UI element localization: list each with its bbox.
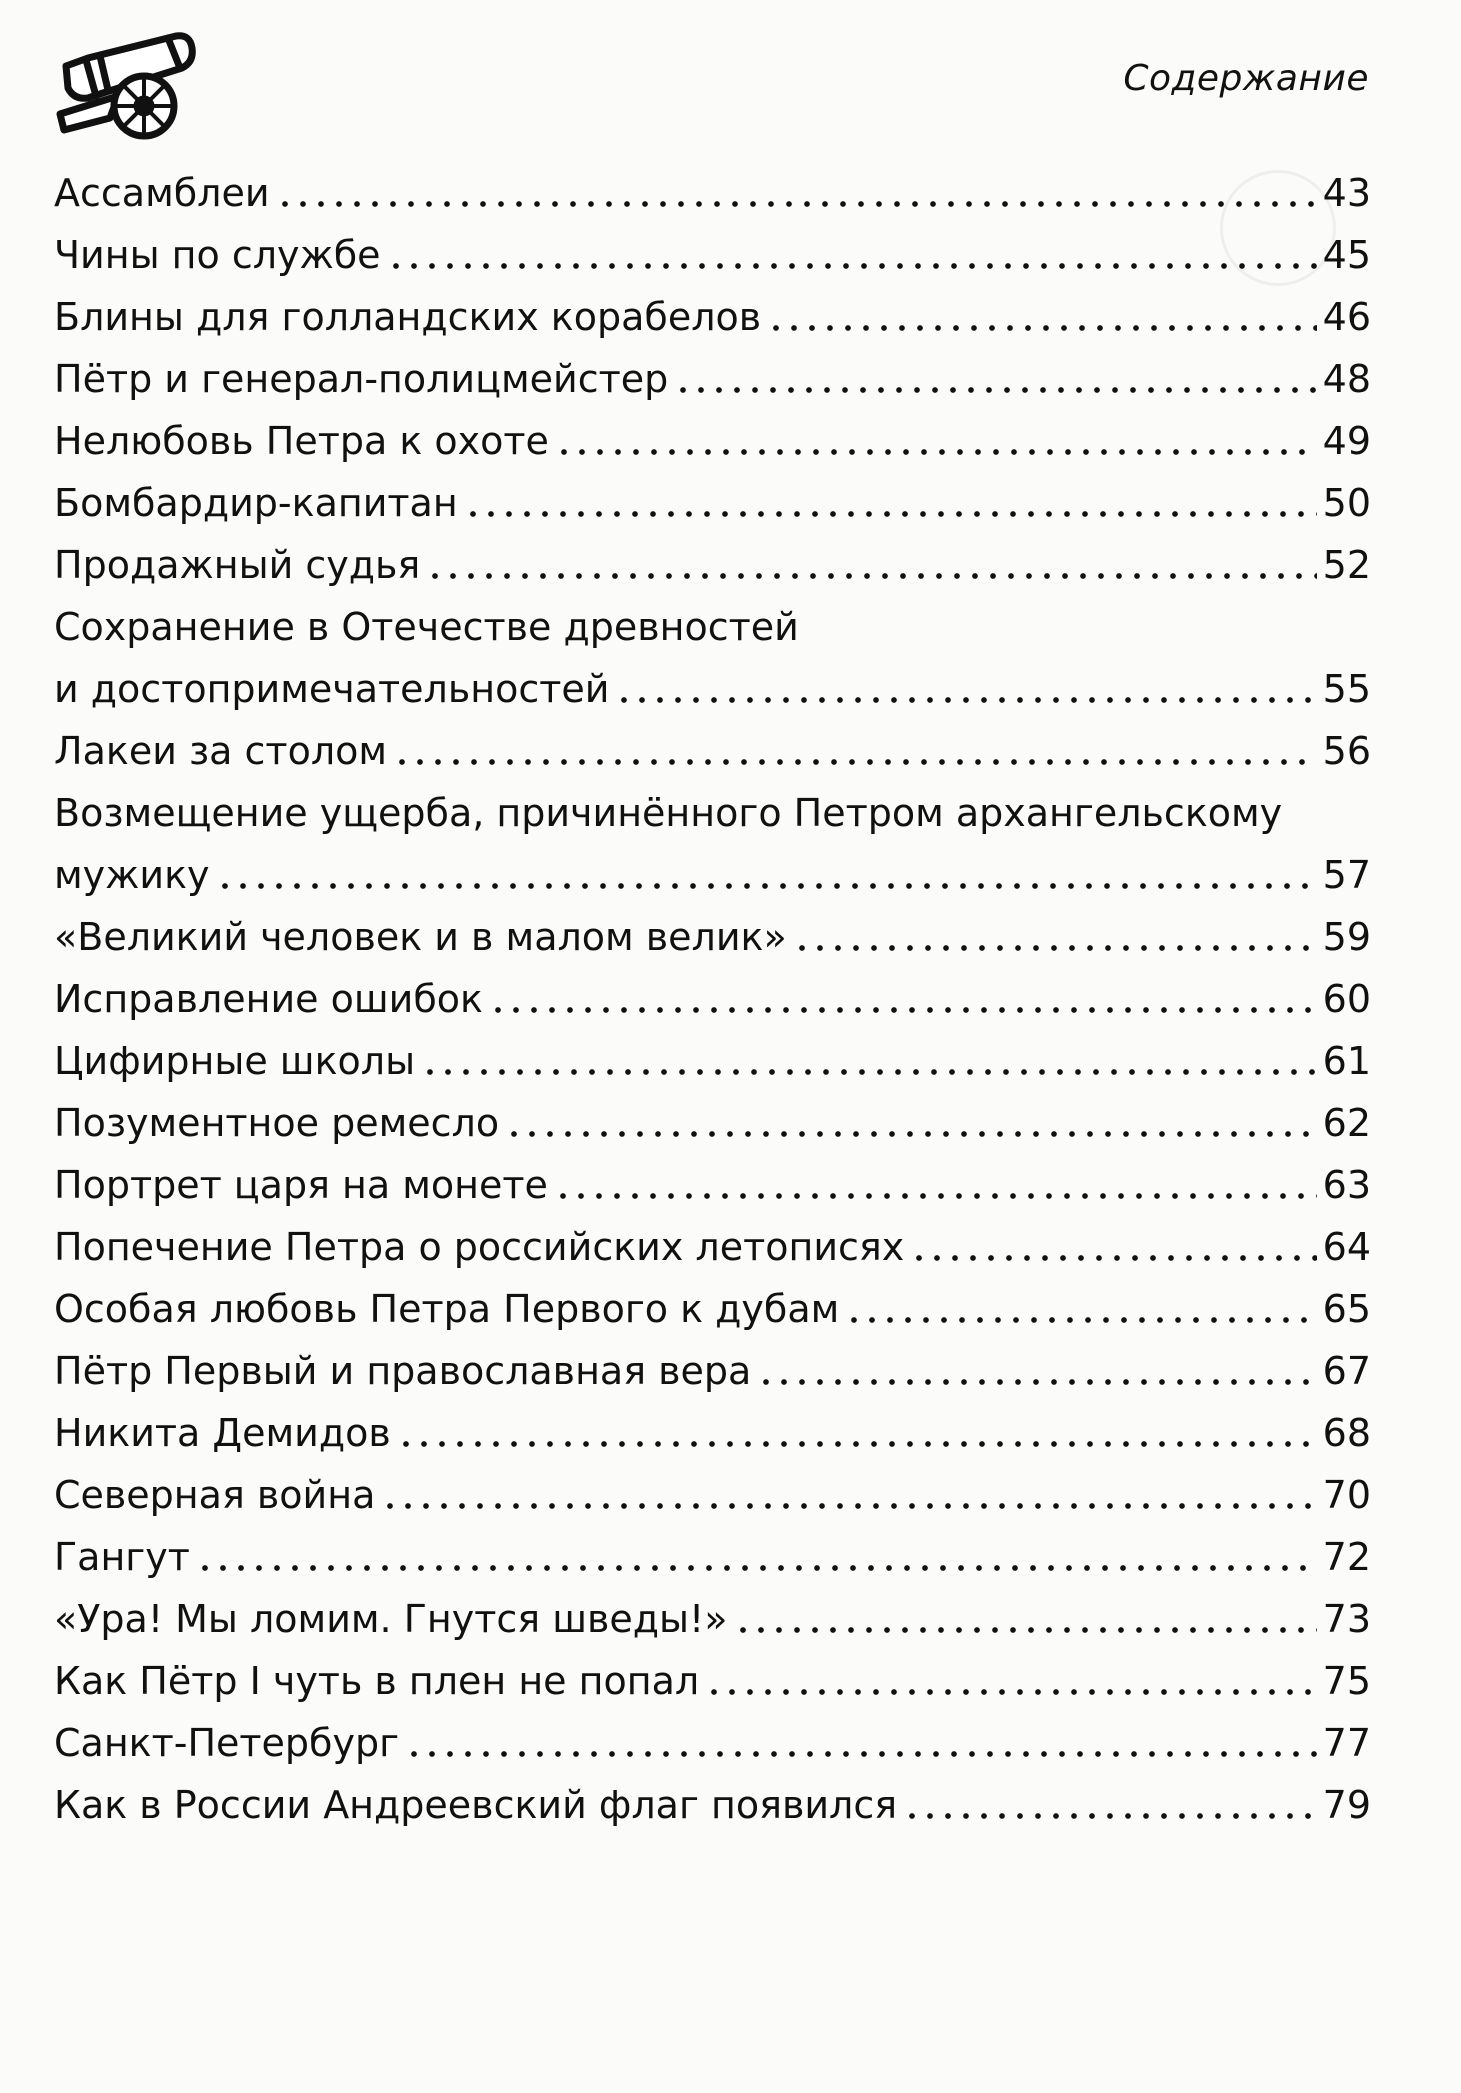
toc-entry-title: Как в России Андреевский флаг появился (54, 1783, 898, 1827)
toc-entry-title: Северная война (54, 1473, 376, 1517)
toc-entry-page: 67 (1322, 1349, 1371, 1393)
toc-entry (54, 1774, 1371, 1836)
toc-entry-title: Как Пётр I чуть в плен не попал (54, 1659, 700, 1703)
table-of-contents (54, 162, 1371, 1836)
toc-entry-page: 64 (1322, 1225, 1371, 1269)
dot-leader (845, 1315, 1316, 1325)
toc-entry (54, 1154, 1371, 1216)
toc-entry (54, 782, 1371, 906)
toc-entry-title: Ассамблеи (54, 171, 270, 215)
dot-leader (505, 1129, 1317, 1139)
toc-entry-page: 61 (1322, 1039, 1371, 1083)
toc-entry-page: 50 (1322, 481, 1371, 525)
toc-entry-title: Исправление ошибок (54, 977, 483, 1021)
toc-entry-title: Нелюбовь Петра к охоте (54, 419, 549, 463)
toc-entry (54, 1526, 1371, 1588)
toc-entry-title: Никита Демидов (54, 1411, 391, 1455)
toc-entry (54, 348, 1371, 410)
toc-entry-page: 55 (1322, 667, 1371, 711)
toc-entry (54, 596, 1371, 720)
toc-entry-page: 72 (1322, 1535, 1371, 1579)
toc-entry (54, 1712, 1371, 1774)
toc-entry-page: 49 (1322, 419, 1371, 463)
toc-entry (54, 1464, 1371, 1526)
toc-entry (54, 534, 1371, 596)
toc-entry-title: Гангут (54, 1535, 190, 1579)
dot-leader (387, 261, 1317, 271)
dot-leader (397, 1439, 1317, 1449)
toc-entry-title: «Великий человек и в малом велик» (54, 915, 787, 959)
toc-entry-title: и достопримечательностей (54, 667, 610, 711)
toc-entry-page: 60 (1322, 977, 1371, 1021)
toc-entry-title: Особая любовь Петра Первого к дубам (54, 1287, 840, 1331)
toc-entry-title: Чины по службе (54, 233, 381, 277)
dot-leader (767, 323, 1317, 333)
toc-entry-page: 77 (1322, 1721, 1371, 1765)
toc-entry-page: 45 (1322, 233, 1371, 277)
toc-entry (54, 286, 1371, 348)
toc-entry-page: 57 (1322, 853, 1371, 897)
dot-leader (674, 385, 1316, 395)
dot-leader (381, 1501, 1316, 1511)
dot-leader (615, 695, 1316, 705)
dot-leader (405, 1749, 1317, 1759)
toc-entry-title-line1: Сохранение в Отечестве древностей (54, 605, 799, 649)
toc-entry-page: 79 (1322, 1783, 1371, 1827)
toc-entry-title: Пётр Первый и православная вера (54, 1349, 752, 1393)
dot-leader (793, 943, 1317, 953)
toc-entry-page: 73 (1322, 1597, 1371, 1641)
toc-entry (54, 1588, 1371, 1650)
toc-entry-page: 52 (1322, 543, 1371, 587)
toc-entry-page: 48 (1322, 357, 1371, 401)
dot-leader (464, 509, 1317, 519)
toc-entry (54, 1650, 1371, 1712)
toc-entry-title: Санкт-Петербург (54, 1721, 400, 1765)
toc-entry-title: Пётр и генерал-полицмейстер (54, 357, 669, 401)
running-head-title: Содержание (1123, 58, 1369, 99)
toc-entry (54, 1216, 1371, 1278)
toc-entry-page: 43 (1322, 171, 1371, 215)
dot-leader (489, 1005, 1317, 1015)
dot-leader (216, 881, 1317, 891)
toc-entry-title: Цифирные школы (54, 1039, 416, 1083)
dot-leader (910, 1253, 1316, 1263)
toc-entry-page: 75 (1322, 1659, 1371, 1703)
toc-entry-page: 70 (1322, 1473, 1371, 1517)
toc-entry-page: 59 (1322, 915, 1371, 959)
toc-entry-title: Позументное ремесло (54, 1101, 500, 1145)
toc-entry-page: 62 (1322, 1101, 1371, 1145)
toc-entry-title-line1: Возмещение ущерба, причинённого Петром архангельскому (54, 791, 1283, 835)
toc-entry-title: Лакеи за столом (54, 729, 388, 773)
toc-entry-title: Попечение Петра о российских летописях (54, 1225, 905, 1269)
toc-entry (54, 162, 1371, 224)
toc-entry (54, 1030, 1371, 1092)
dot-leader (734, 1625, 1317, 1635)
dot-leader (196, 1563, 1317, 1573)
toc-entry-title: «Ура! Мы ломим. Гнутся шведы!» (54, 1597, 728, 1641)
toc-entry (54, 968, 1371, 1030)
toc-entry-title: Блины для голландских корабелов (54, 295, 762, 339)
toc-entry-page: 68 (1322, 1411, 1371, 1455)
dot-leader (757, 1377, 1316, 1387)
toc-entry (54, 1340, 1371, 1402)
toc-entry (54, 1278, 1371, 1340)
toc-entry-title: Портрет царя на монете (54, 1163, 548, 1207)
dot-leader (276, 199, 1317, 209)
toc-entry-page: 46 (1322, 295, 1371, 339)
cannon-icon (48, 26, 198, 146)
dot-leader (555, 447, 1317, 457)
toc-entry (54, 1402, 1371, 1464)
toc-entry (54, 906, 1371, 968)
toc-entry (54, 720, 1371, 782)
toc-entry-title: Продажный судья (54, 543, 421, 587)
dot-leader (554, 1191, 1317, 1201)
dot-leader (393, 757, 1317, 767)
dot-leader (426, 571, 1316, 581)
toc-entry (54, 410, 1371, 472)
toc-entry (54, 1092, 1371, 1154)
toc-entry-page: 63 (1322, 1163, 1371, 1207)
toc-entry-page: 65 (1322, 1287, 1371, 1331)
toc-entry-title: Бомбардир-капитан (54, 481, 458, 525)
toc-entry-title: мужику (54, 853, 210, 897)
toc-entry (54, 472, 1371, 534)
dot-leader (421, 1067, 1317, 1077)
dot-leader (705, 1687, 1316, 1697)
toc-entry (54, 224, 1371, 286)
dot-leader (903, 1811, 1317, 1821)
toc-entry-page: 56 (1322, 729, 1371, 773)
